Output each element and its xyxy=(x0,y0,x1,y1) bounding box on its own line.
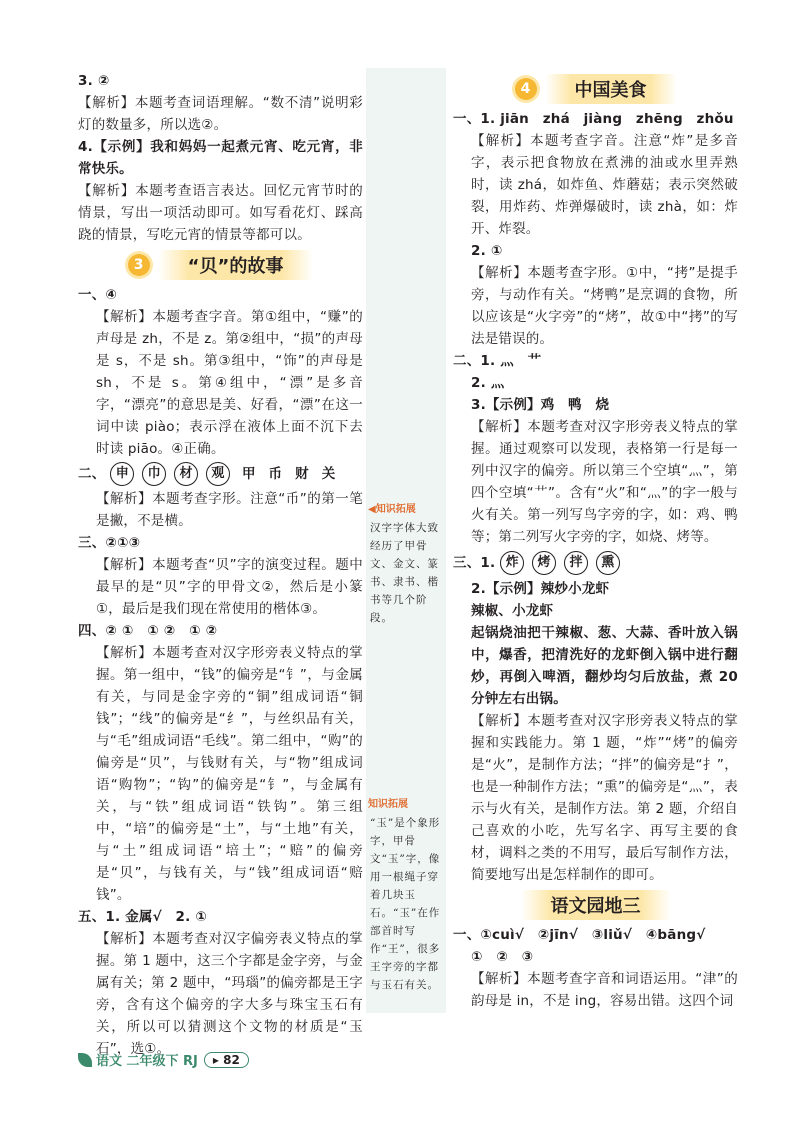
knowledge-note-2 xyxy=(366,795,446,994)
section-title: 中国美食 xyxy=(545,74,677,104)
answer-line: 3.【示例】鸡 鸭 烧 xyxy=(471,397,610,413)
explanation: 【解析】本题考查词语理解。“数不清”说明彩灯的数量多，所以选②。 xyxy=(78,95,363,133)
answer-line: 一、1. jiān zhá jiàng zhēng zhǒu xyxy=(453,111,734,127)
section-heading-4 xyxy=(453,72,738,106)
answer-line: ① ② ③ xyxy=(471,949,534,965)
page-number-value: 82 xyxy=(223,1052,240,1067)
note-text: “玉”是个象形字，甲骨文“玉”字，像用一根绳子穿着几块玉石。“玉”在作部首时写作“王”，很多王字旁的字都与玉石有关。 xyxy=(370,817,441,991)
answer-line: 辣椒、小龙虾 xyxy=(471,603,554,619)
section-number-badge: 3 xyxy=(128,254,150,276)
answer-line: 2.【示例】辣炒小龙虾 xyxy=(471,581,610,597)
page-footer xyxy=(78,1050,249,1069)
answer-line: 3. ② xyxy=(78,73,110,89)
answer-line: 二、1. 灬 艹 xyxy=(453,353,542,369)
explanation: 【解析】本题考查字形。①中，“拷”是提手旁，与动作有关。“烤鸭”是烹调的食物，所以应该是“火字旁”的“烤”，故①中“拷”的写法是错误的。 xyxy=(471,265,738,347)
leaf-icon xyxy=(78,1053,92,1067)
explanation: 【解析】本题考查字形。注意“币”的第一笔是撇，不是横。 xyxy=(96,491,363,529)
section-heading-3 xyxy=(78,248,363,282)
explanation: 【解析】本题考查字音和词语运用。“津”的韵母是 in，不是 ing，容易出错。这四个词 xyxy=(471,971,738,1009)
circled-char: 巾 xyxy=(142,462,166,486)
answer-line: 2. 灬 xyxy=(471,375,505,391)
circled-char: 拌 xyxy=(564,551,588,575)
plain-char: 币 xyxy=(268,466,283,482)
explanation: 【解析】本题考查对汉字形旁表义特点的掌握和实践能力。第 1 题，“炸”“烤”的偏旁是“火”，是制作方法；“拌”的偏旁是“扌”，也是一种制作方法；“熏”的偏旁是“灬”，表示与火有关，是制作方法。第 2 题，介绍自己喜欢的小吃，先写名字、再写主要的食材，调料之类的不用写，最后写制作方法，简要地写出是怎样制作的即可。 xyxy=(471,713,738,883)
answer-line: 起锅烧油把干辣椒、葱、大蒜、香叶放入锅中，爆香，把清洗好的龙虾倒入锅中进行翻炒，再倒入啤酒，翻炒均匀后放盐，煮 20 分钟左右出锅。 xyxy=(471,625,738,707)
answer-line-circled xyxy=(78,460,363,488)
note-title: ◀知识拓展 xyxy=(368,504,416,515)
circled-char: 材 xyxy=(174,462,198,486)
note-text: 汉字字体大致经历了甲骨文、金文、篆书、隶书、楷书等几个阶段。 xyxy=(370,522,439,624)
circled-char: 熏 xyxy=(596,551,620,575)
page-number: ▸ 82 xyxy=(204,1052,249,1068)
explanation: 【解析】本题考查字音。注意“炸”是多音字，表示把食物放在煮沸的油或水里弄熟时，读 zhá，如炸鱼、炸蘑菇；表示突然破裂，用炸药、炸弹爆破时，读 zhà，如：炸开、炸裂。 xyxy=(471,133,738,237)
plain-char: 关 xyxy=(321,466,336,482)
answer-line: 四、② ① ① ② ① ② xyxy=(78,623,218,639)
question-number: 二、 xyxy=(78,466,106,482)
explanation: 【解析】本题考查字音。第①组中，“赚”的声母是 zh，不是 z。第②组中，“损”的声母是 s，不是 sh。第③组中，“饰”的声母是 sh，不是 s。第④组中，“漂”是多音字，“漂亮”的意思是美、好看，“漂”在这一词中读 piào；表示浮在液体上面不沉下去时读 piāo。④正确。 xyxy=(96,309,363,457)
section-number-badge: 4 xyxy=(515,78,537,100)
answer-line: 五、1. 金属√ 2. ① xyxy=(78,909,207,925)
plain-char: 财 xyxy=(295,466,309,482)
explanation: 【解析】本题考查对汉字偏旁表义特点的掌握。第 1 题中，这三个字都是金字旁，与金属有关；第 2 题中，“玛瑙”的偏旁都是王字旁，含有这个偏旁的字大多与珠宝玉石有关，所以可以猜测这个文物的材质是“玉石”，选①。 xyxy=(96,931,363,1057)
knowledge-note-1 xyxy=(366,500,446,627)
answer-line: 三、②①③ xyxy=(78,535,141,551)
right-column xyxy=(453,70,738,1012)
section-heading-5 xyxy=(453,888,738,922)
answer-line: 一、①cuì√ ②jīn√ ③liǔ√ ④bāng√ xyxy=(453,927,706,943)
section-title: 语文园地三 xyxy=(521,890,671,920)
explanation: 【解析】本题考查语言表达。回忆元宵节时的情景，写出一项活动即可。如写看花灯、踩高跷的情景，写吃元宵的情景等都可以。 xyxy=(78,183,363,243)
left-column xyxy=(78,70,363,1060)
footer-label: 语文 二年级下 RJ xyxy=(96,1054,198,1069)
question-number: 三、1. xyxy=(453,555,496,571)
plain-char: 甲 xyxy=(241,466,256,482)
circled-char: 炸 xyxy=(500,551,524,575)
answer-line-circled xyxy=(453,548,738,578)
explanation: 【解析】本题考查“贝”字的演变过程。题中最早的是“贝”字的甲骨文②，然后是小篆①，最后是我们现在常使用的楷体③。 xyxy=(96,557,363,617)
circled-char: 烤 xyxy=(532,551,556,575)
explanation: 【解析】本题考查对汉字形旁表义特点的掌握。通过观察可以发现，表格第一行是每一列中汉字的偏旁。所以第三个空填“灬”，第四个空填“艹”。含有“火”和“灬”的字一般与火有关。第一列写鸟字旁的字，如：鸡、鸭等；第二列写火字旁的字，如烧、烤等。 xyxy=(471,419,738,545)
answer-line: 一、④ xyxy=(78,287,118,303)
note-title: 知识拓展 xyxy=(368,799,408,810)
circled-char: 申 xyxy=(110,462,134,486)
explanation: 【解析】本题考查对汉字形旁表义特点的掌握。第一组中，“钱”的偏旁是“钅”，与金属有关，与同是金字旁的“铜”组成词语“铜钱”；“线”的偏旁是“纟”，与丝织品有关，与“毛”组成词语“毛线”。第二组中，“购”的偏旁是“贝”，与钱财有关，与“物”组成词语“购物”；“钩”的偏旁是“钅”，与金属有关，与“铁”组成词语“铁钩”。第三组中，“培”的偏旁是“土”，与“土地”有关，与“土”组成词语“培土”；“赔”的偏旁是“贝”，与钱有关，与“钱”组成词语“赔钱”。 xyxy=(96,645,363,903)
answer-line: 4.【示例】我和妈妈一起煮元宵、吃元宵，非常快乐。 xyxy=(78,139,363,177)
answer-line: 2. ① xyxy=(471,243,503,259)
section-title: “贝”的故事 xyxy=(158,250,314,280)
circled-char: 观 xyxy=(206,462,230,486)
